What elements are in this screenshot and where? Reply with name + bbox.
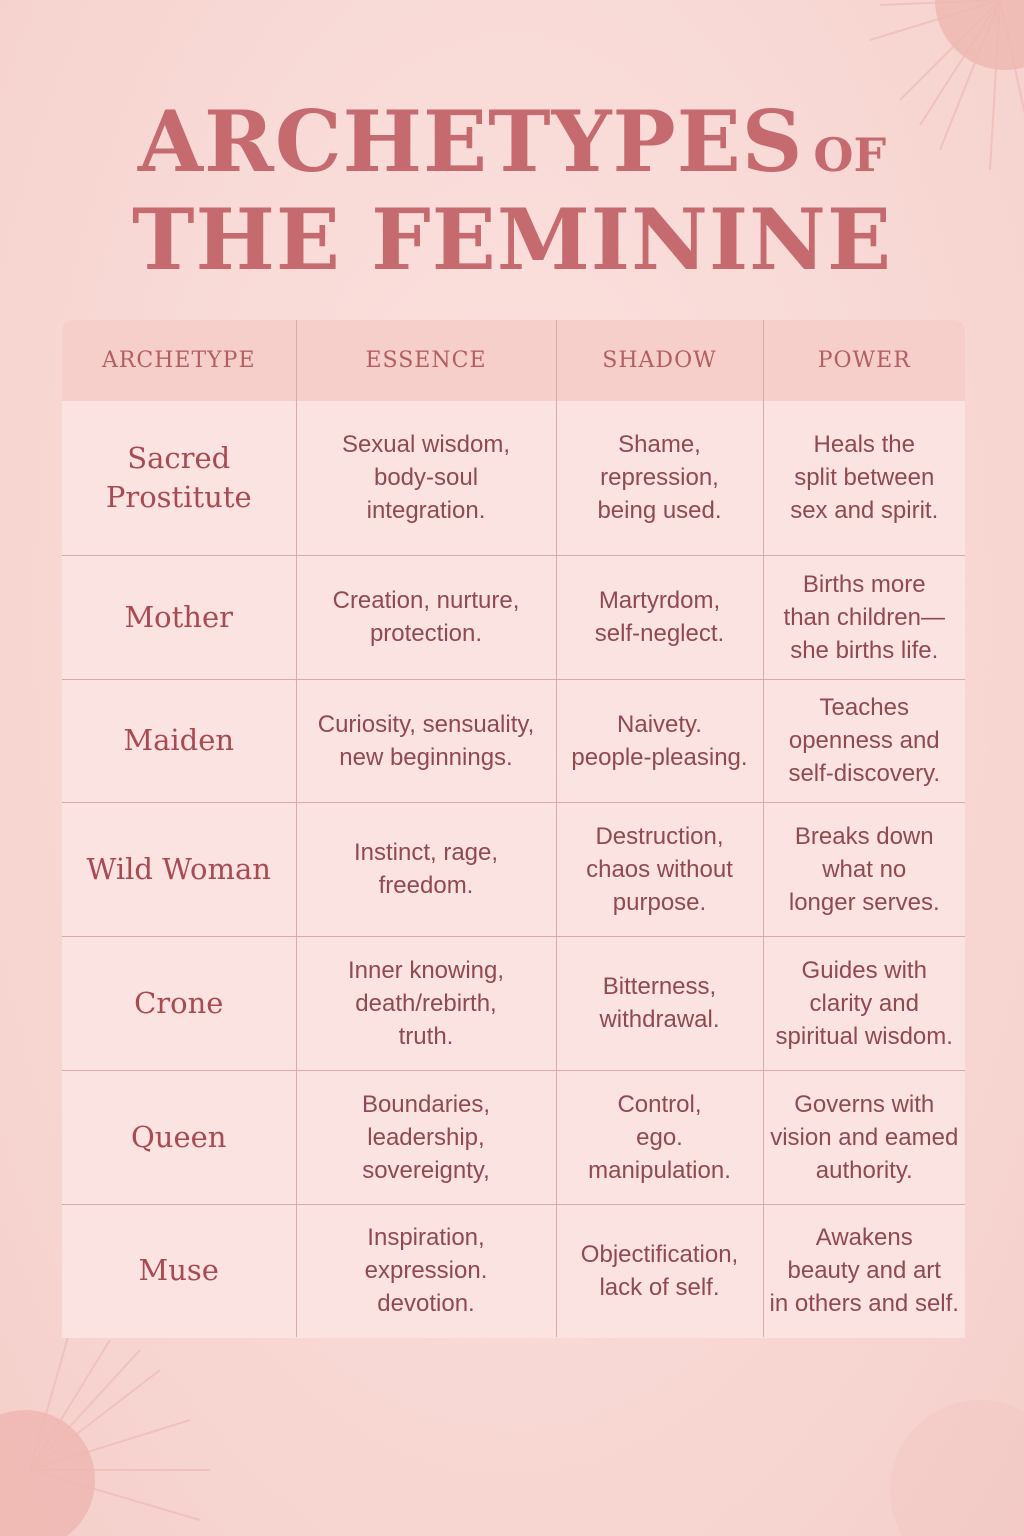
table-row (62, 1070, 965, 1204)
archetype-name: Mother (62, 555, 296, 679)
archetype-name: Muse (62, 1204, 296, 1337)
header-archetype: ARCHETYPE (62, 320, 296, 401)
power-cell: Governs with vision and eamed authority. (763, 1070, 965, 1204)
essence-cell: Sexual wisdom, body-soul integration. (296, 401, 556, 555)
header-shadow: SHADOW (556, 320, 763, 401)
essence-cell: Creation, nurture, protection. (296, 555, 556, 679)
essence-cell: Curiosity, sensuality, new beginnings. (296, 679, 556, 802)
table-row (62, 1204, 965, 1337)
archetypes-table (62, 320, 965, 1338)
archetype-name: Wild Woman (62, 802, 296, 936)
essence-cell: Inspiration, expression. devotion. (296, 1204, 556, 1337)
table-row (62, 802, 965, 936)
power-cell: Breaks down what no longer serves. (763, 802, 965, 936)
shadow-cell: Bitterness, withdrawal. (556, 936, 763, 1070)
header-essence: ESSENCE (296, 320, 556, 401)
table-row (62, 555, 965, 679)
power-cell: Teaches openness and self-discovery. (763, 679, 965, 802)
title-the-feminine: THE FEMININE (132, 190, 892, 289)
essence-cell: Inner knowing, death/rebirth, truth. (296, 936, 556, 1070)
archetype-name: Sacred Prostitute (62, 401, 296, 555)
shadow-cell: Martyrdom, self-neglect. (556, 555, 763, 679)
shadow-cell: Shame, repression, being used. (556, 401, 763, 555)
table-row (62, 679, 965, 802)
archetype-name: Queen (62, 1070, 296, 1204)
essence-cell: Instinct, rage, freedom. (296, 802, 556, 936)
shadow-cell: Naivety. people-pleasing. (556, 679, 763, 802)
sun-decoration-bottom-left (0, 1330, 230, 1536)
archetype-name: Maiden (62, 679, 296, 802)
power-cell: Births more than children— she births life. (763, 555, 965, 679)
soft-circle-decoration-bottom-right (830, 1380, 1024, 1536)
page-title (0, 92, 1024, 289)
shadow-cell: Objectification, lack of self. (556, 1204, 763, 1337)
archetype-name: Crone (62, 936, 296, 1070)
power-cell: Awakens beauty and art in others and self. (763, 1204, 965, 1337)
table-header-row (62, 320, 965, 401)
power-cell: Heals the split between sex and spirit. (790, 431, 939, 525)
title-archetypes: ARCHETYPES (137, 92, 804, 191)
shadow-cell: Control, ego. manipulation. (556, 1070, 763, 1204)
header-power: POWER (817, 348, 911, 373)
shadow-cell: Destruction, chaos without purpose. (556, 802, 763, 936)
title-of: OF (813, 128, 887, 182)
table-row (62, 936, 965, 1070)
essence-cell: Boundaries, leadership, sovereignty, (296, 1070, 556, 1204)
power-cell: Guides with clarity and spiritual wisdom. (763, 936, 965, 1070)
table-row (62, 401, 965, 555)
